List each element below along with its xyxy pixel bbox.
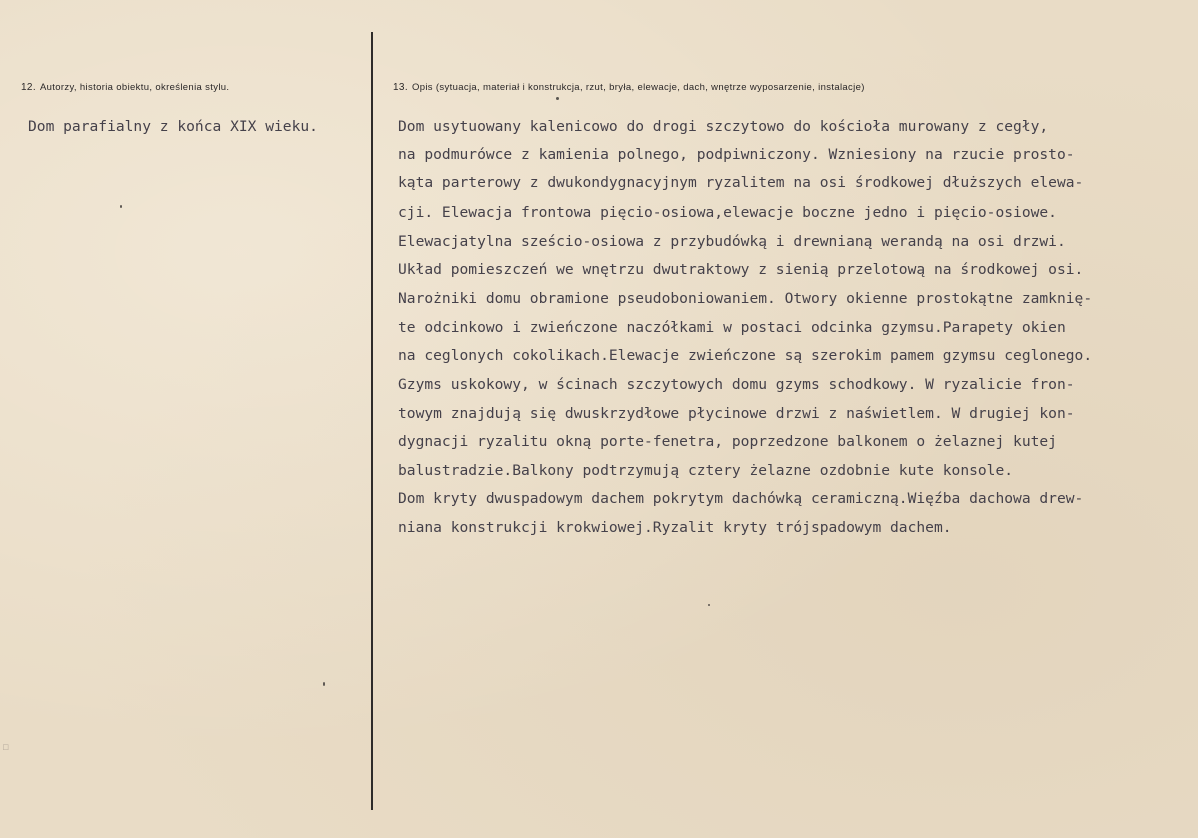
description-line: Układ pomieszczeń we wnętrzu dwutraktowy z sienią przelotową na środkowej osi. <box>398 261 1084 278</box>
description-line: Elewacjatylna sześcio-osiowa z przybudówką i drewnianą werandą na osi drzwi. <box>398 233 1066 250</box>
section-12-text: Dom parafialny z końca XIX wieku. <box>28 118 318 135</box>
description-line: Dom usytuowany kalenicowo do drogi szczytowo do kościoła murowany z cegły, <box>398 118 1049 135</box>
description-line: balustradzie.Balkony podtrzymują cztery żelazne ozdobnie kute konsole. <box>398 462 1014 479</box>
paper-speck <box>120 205 122 208</box>
paper-speck <box>708 604 710 606</box>
section-12-number: 12. <box>21 82 36 93</box>
section-12-heading <box>21 82 229 93</box>
description-line: dygnacji ryzalitu okną porte-fenetra, poprzedzone balkonem o żelaznej kutej <box>398 433 1057 450</box>
paper-speck <box>556 97 559 100</box>
edge-mark: ▫ <box>2 740 10 753</box>
description-line: Gzyms uskokowy, w ścinach szczytowych domu gzyms schodkowy. W ryzalicie fron- <box>398 376 1075 393</box>
description-line: kąta parterowy z dwukondygnacyjnym ryzalitem na osi środkowej dłuższych elewa- <box>398 174 1084 191</box>
section-13-number: 13. <box>393 82 408 93</box>
section-12-title: Autorzy, historia obiektu, określenia stylu. <box>39 82 230 93</box>
section-13-title: Opis (sytuacja, materiał i konstrukcja, rzut, bryła, elewacje, dach, wnętrze wyposarzenie, instalacje) <box>411 82 865 93</box>
description-line: na podmurówce z kamienia polnego, podpiwniczony. Wzniesiony na rzucie prosto- <box>398 146 1075 163</box>
description-line: towym znajdują się dwuskrzydłowe płycinowe drzwi z naświetlem. W drugiej kon- <box>398 405 1075 422</box>
description-line: Dom kryty dwuspadowym dachem pokrytym dachówką ceramiczną.Więźba dachowa drew- <box>398 490 1084 507</box>
description-line: te odcinkowo i zwieńczone naczółkami w postaci odcinka gzymsu.Parapety okien <box>398 319 1066 336</box>
description-line: cji. Elewacja frontowa pięcio-osiowa,elewacje boczne jedno i pięcio-osiowe. <box>398 204 1057 221</box>
section-13-heading <box>393 82 865 93</box>
column-divider <box>371 32 373 810</box>
paper-speck <box>323 682 325 686</box>
description-line: Narożniki domu obramione pseudoboniowaniem. Otwory okienne prostokątne zamknię- <box>398 290 1093 307</box>
description-line: niana konstrukcji krokwiowej.Ryzalit kryty trójspadowym dachem. <box>398 519 952 536</box>
description-line: na ceglonych cokolikach.Elewacje zwieńczone są szerokim pamem gzymsu ceglonego. <box>398 347 1093 364</box>
